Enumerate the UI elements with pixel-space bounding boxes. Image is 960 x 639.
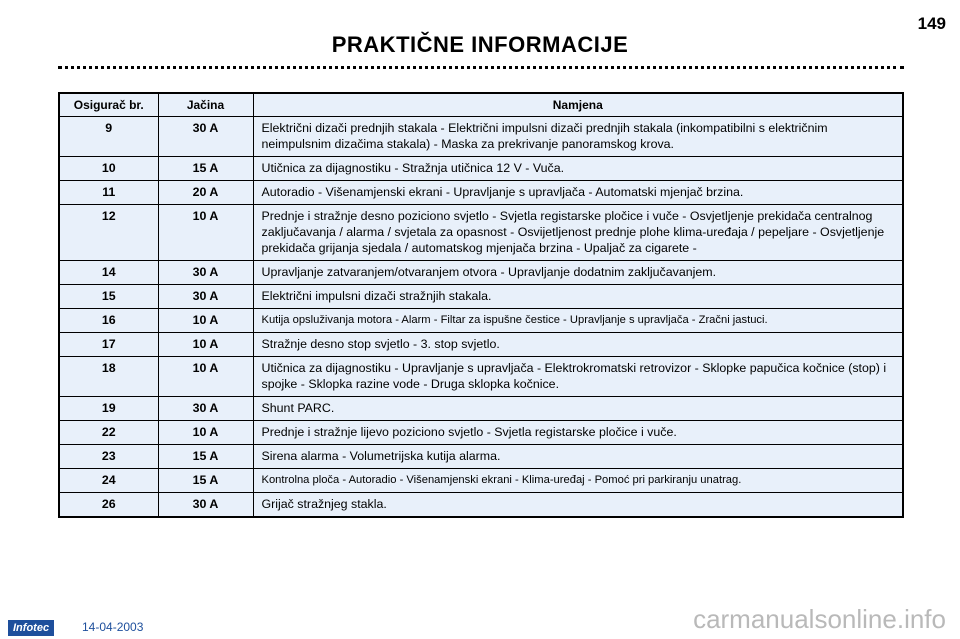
fuse-purpose: Upravljanje zatvaranjem/otvaranjem otvora - Upravljanje dodatnim zaključavanjem. (253, 261, 903, 285)
dotted-divider (58, 66, 904, 69)
table-row (59, 157, 903, 181)
fuse-purpose: Shunt PARC. (253, 397, 903, 421)
fuse-rating: 10 A (158, 357, 253, 397)
fuse-rating: 10 A (158, 421, 253, 445)
watermark: carmanualsonline.info (693, 604, 946, 634)
fuse-number: 12 (59, 205, 158, 261)
fuse-rating: 30 A (158, 285, 253, 309)
fuse-rating: 30 A (158, 261, 253, 285)
fuse-number: 16 (59, 309, 158, 333)
fuse-number: 10 (59, 157, 158, 181)
fuse-rating: 30 A (158, 117, 253, 157)
fuse-purpose: Stražnje desno stop svjetlo - 3. stop svjetlo. (253, 333, 903, 357)
fuse-rating: 20 A (158, 181, 253, 205)
table-row (59, 469, 903, 493)
fuse-number: 18 (59, 357, 158, 397)
infotec-logo: Infotec (8, 620, 54, 636)
fuse-purpose: Grijač stražnjeg stakla. (253, 493, 903, 518)
table-row (59, 261, 903, 285)
table-header-row (59, 93, 903, 117)
table-row (59, 445, 903, 469)
fuse-number: 17 (59, 333, 158, 357)
header-fuse-number: Osigurač br. (59, 93, 158, 117)
fuse-purpose: Električni dizači prednjih stakala - Električni impulsni dizači prednjih stakala (inkompatibilni s električnim neimpulsnim dizačima stakala) - Maska za prekrivanje panoramskog krova. (253, 117, 903, 157)
fuse-rating: 30 A (158, 397, 253, 421)
table-row (59, 421, 903, 445)
fuse-number: 15 (59, 285, 158, 309)
fuse-purpose: Kontrolna ploča - Autoradio - Višenamjenski ekrani - Klima-uređaj - Pomoć pri parkiranju unatrag. (253, 469, 903, 493)
fuse-number: 11 (59, 181, 158, 205)
table-row (59, 181, 903, 205)
fuse-purpose: Sirena alarma - Volumetrijska kutija alarma. (253, 445, 903, 469)
fuse-rating: 15 A (158, 157, 253, 181)
table-row (59, 285, 903, 309)
table-row (59, 397, 903, 421)
table-row (59, 117, 903, 157)
fuse-purpose: Prednje i stražnje desno poziciono svjetlo - Svjetla registarske pločice i vuče - Osvjetljenje prekidača centralnog zaključavanja / alarma / svjetala za opasnost - Osvijetljenost prednje plohe klima-uređaja / pepeljare - Osvjetljenje prekidača grijanja sjedala / automatskog mjenjača brzina - Upaljač za cigarete - (253, 205, 903, 261)
fuse-rating: 10 A (158, 309, 253, 333)
fuse-number: 23 (59, 445, 158, 469)
page-title: PRAKTIČNE INFORMACIJE (331, 32, 629, 57)
fuse-rating: 15 A (158, 469, 253, 493)
fuse-rating: 10 A (158, 333, 253, 357)
fuse-rating: 10 A (158, 205, 253, 261)
fuse-table (58, 92, 904, 518)
fuse-purpose: Autoradio - Višenamjenski ekrani - Upravljanje s upravljača - Automatski mjenjač brzina. (253, 181, 903, 205)
fuse-purpose: Kutija opsluživanja motora - Alarm - Filtar za ispušne čestice - Upravljanje s upravljača - Zračni jastuci. (253, 309, 903, 333)
footer-date: 14-04-2003 (82, 620, 144, 634)
fuse-purpose: Utičnica za dijagnostiku - Stražnja utičnica 12 V - Vuča. (253, 157, 903, 181)
fuse-number: 24 (59, 469, 158, 493)
fuse-purpose: Prednje i stražnje lijevo poziciono svjetlo - Svjetla registarske pločice i vuče. (253, 421, 903, 445)
table-row (59, 333, 903, 357)
table-row (59, 493, 903, 518)
fuse-purpose: Električni impulsni dizači stražnjih stakala. (253, 285, 903, 309)
fuse-number: 14 (59, 261, 158, 285)
fuse-number: 19 (59, 397, 158, 421)
table-row (59, 357, 903, 397)
header-purpose: Namjena (253, 93, 903, 117)
fuse-rating: 30 A (158, 493, 253, 518)
fuse-number: 22 (59, 421, 158, 445)
fuse-purpose: Utičnica za dijagnostiku - Upravljanje s upravljača - Elektrokromatski retrovizor - Sklopke papučica kočnice (stop) i spojke - Sklopka razine vode - Druga sklopka kočnice. (253, 357, 903, 397)
table-row (59, 205, 903, 261)
fuse-number: 9 (59, 117, 158, 157)
fuse-number: 26 (59, 493, 158, 518)
page-number: 149 (917, 14, 946, 33)
header-rating: Jačina (158, 93, 253, 117)
fuse-rating: 15 A (158, 445, 253, 469)
table-row (59, 309, 903, 333)
